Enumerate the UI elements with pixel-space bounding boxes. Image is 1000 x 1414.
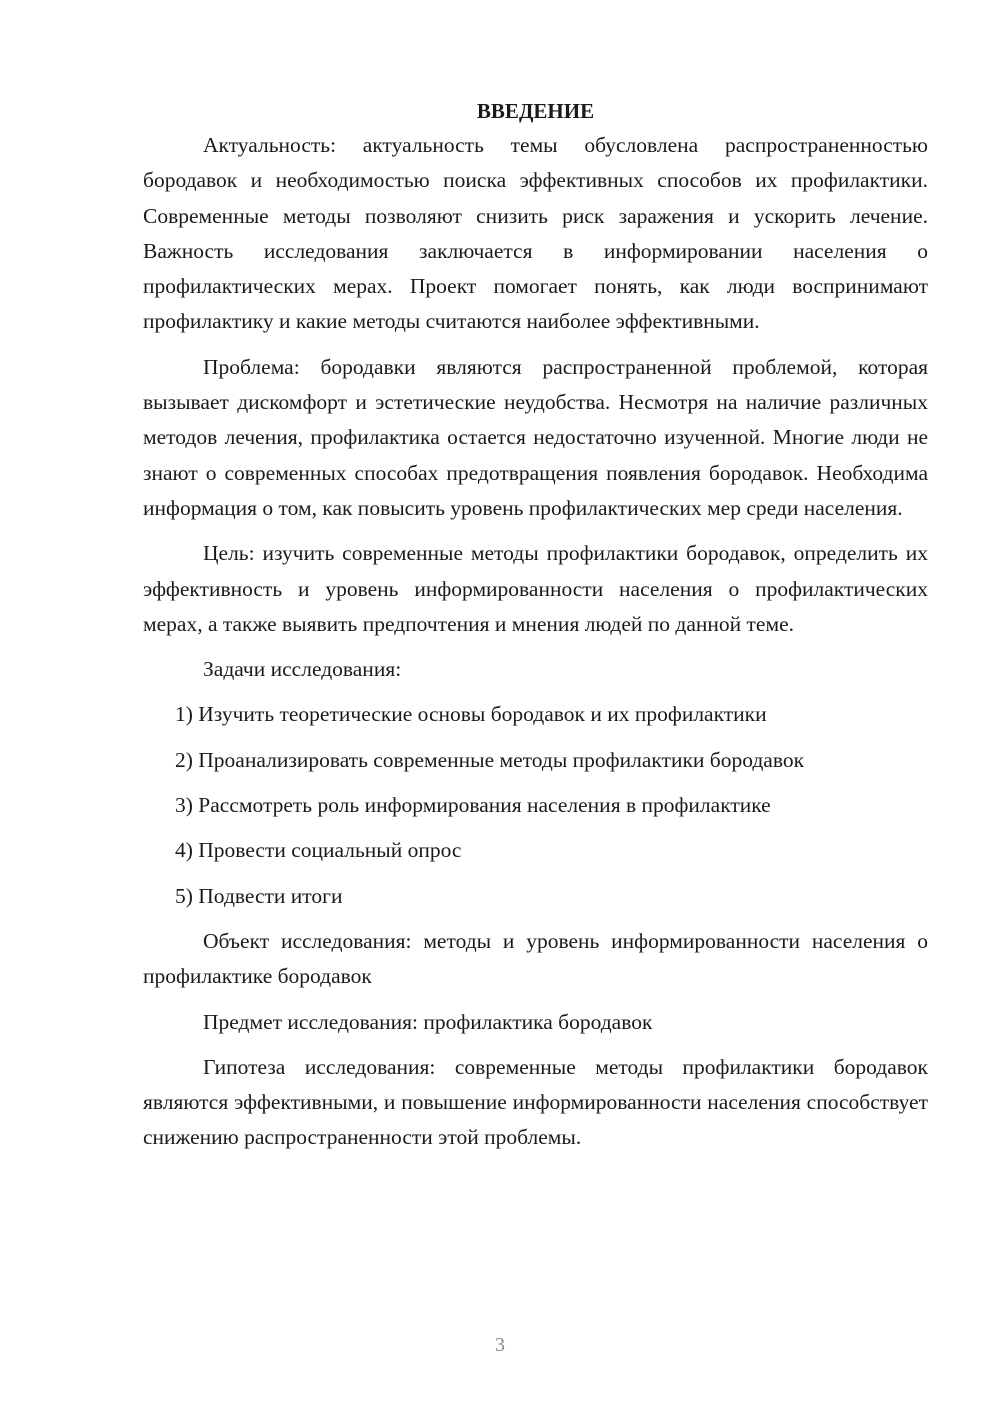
paragraph-hypothesis: Гипотеза исследования: современные методы профилактики бородавок являются эффективными, и повышение информированности населения способствует снижению распространенности этой проблемы. [143, 1054, 928, 1150]
task-item: 2) Проанализировать современные методы профилактики бородавок [175, 747, 805, 772]
task-item: 1) Изучить теоретические основы бородавок и их профилактики [175, 702, 767, 727]
task-list [143, 697, 928, 913]
section-heading: ВВЕДЕНИЕ [476, 99, 595, 123]
page-number: 3 [495, 1334, 505, 1356]
paragraph-problem: Проблема: бородавки являются распространенной проблемой, которая вызывает дискомфорт и эстетические неудобства. Несмотря на наличие различных методов лечения, профилактика остается недостаточно изученной. Многие люди не знают о современных способах предотвращения появления бородавок. Необходима информация о том, как повысить уровень профилактических мер среди населения. [143, 354, 928, 520]
task-item: 4) Провести социальный опрос [175, 838, 462, 863]
paragraph-subject: Предмет исследования: профилактика бородавок [203, 1009, 653, 1034]
paragraph-goal: Цель: изучить современные методы профилактики бородавок, определить их эффективность и уровень информированности населения о профилактических мерах, а также выявить предпочтения и мнения людей по данной теме. [143, 541, 928, 636]
task-item: 3) Рассмотреть роль информирования населения в профилактике [175, 793, 771, 818]
paragraph-object: Объект исследования: методы и уровень информированности населения о профилактике бородавок [143, 928, 928, 989]
document-page [143, 96, 928, 1156]
paragraph-relevance: Актуальность: актуальность темы обусловлена распространенностью бородавок и необходимостью поиска эффективных способов их профилактики. Современные методы позволяют снизить риск заражения и ускорить лечение. Важность исследования заключается в информировании населения о профилактических мерах. Проект помогает понять, как люди воспринимают профилактику и какие методы считаются наиболее эффективными. [143, 133, 928, 334]
task-item: 5) Подвести итоги [175, 883, 343, 908]
tasks-intro: Задачи исследования: [203, 657, 402, 682]
